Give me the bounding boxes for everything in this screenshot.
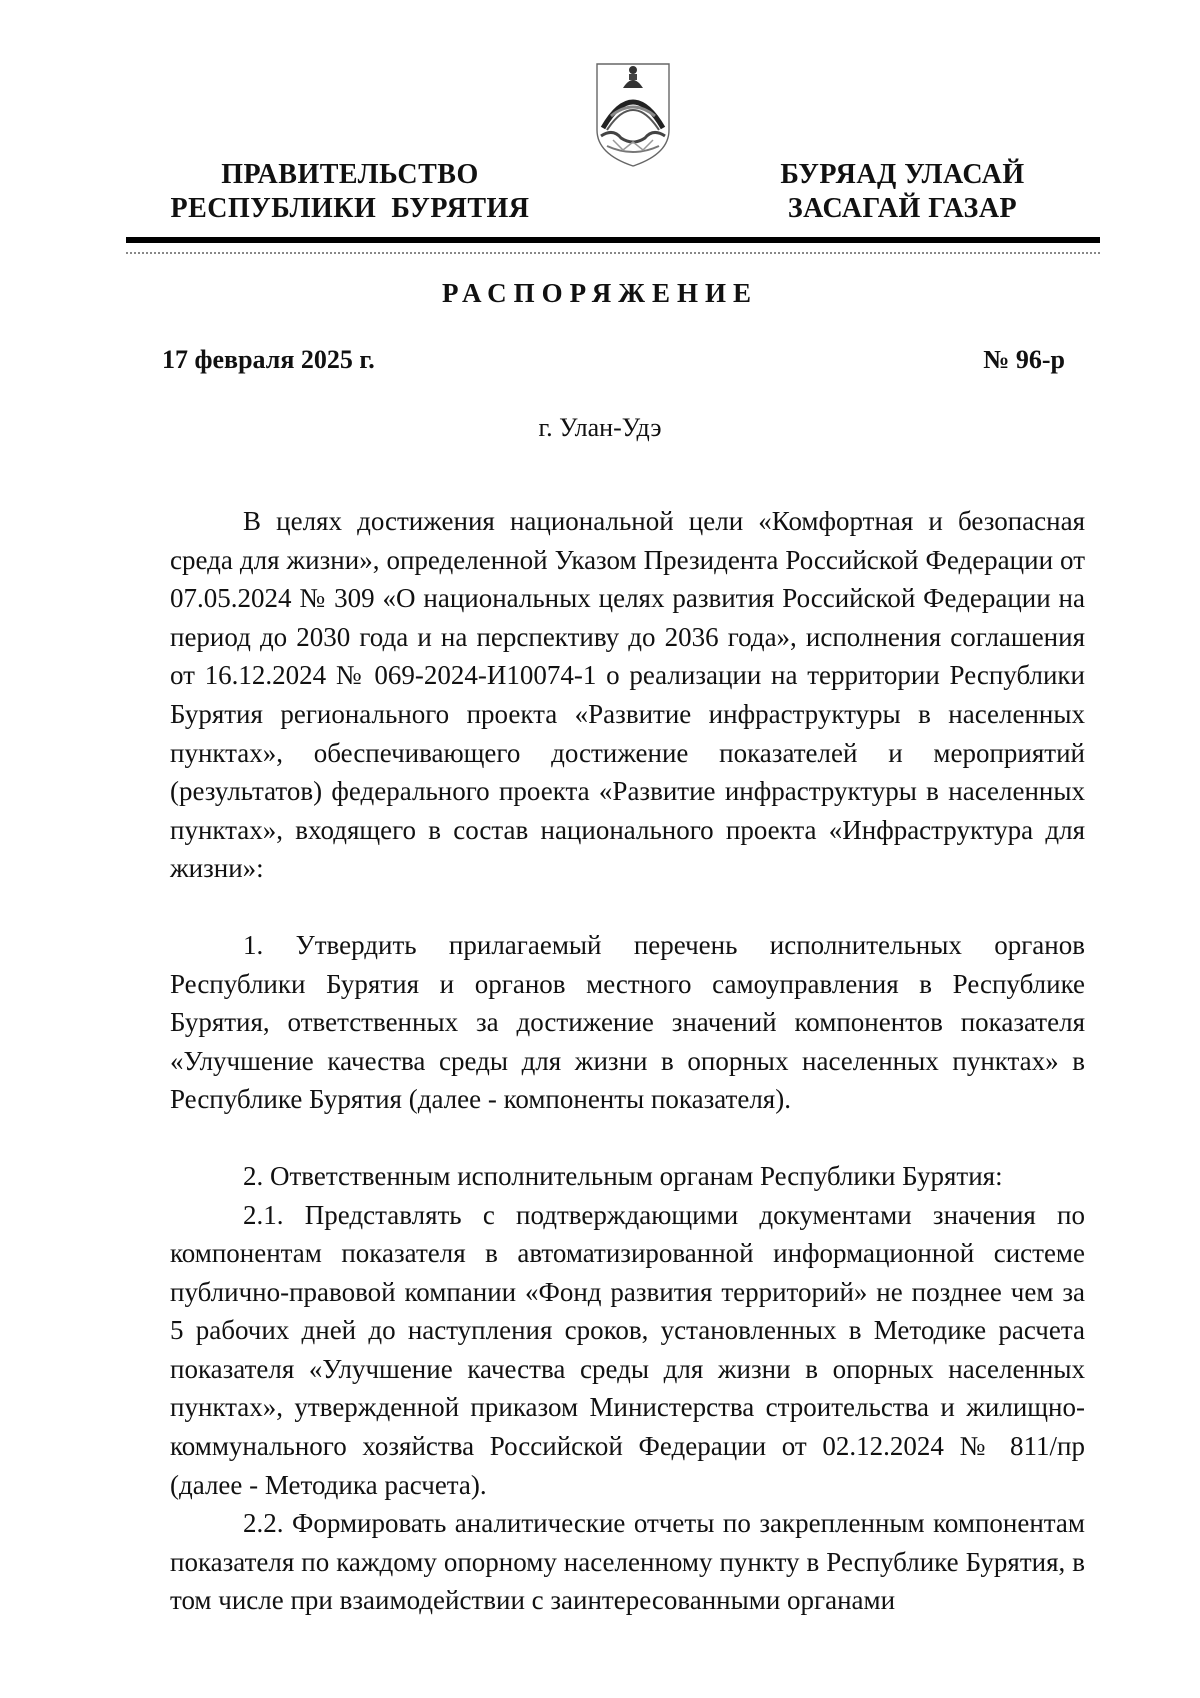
document-body — [170, 502, 1085, 1620]
issuer-name-buryat — [745, 158, 1060, 226]
issuer-name-buryat-line-2: ЗАСАГАЙ ГАЗАР — [787, 193, 1018, 224]
clause-2-2-paragraph: 2.2. Формировать аналитические отчеты по закрепленным компонентам показателя по каждому опорному населенному пункту в Республике Бурятия, в том числе при взаимодействии с заинтересованными органами — [170, 1508, 1085, 1616]
document-type: РАСПОРЯЖЕНИЕ — [441, 278, 759, 308]
coat-of-arms-icon — [593, 58, 673, 170]
header-divider-thick — [126, 237, 1100, 243]
issuer-name-buryat-line-1: БУРЯАД УЛАСАЙ — [780, 159, 1025, 190]
issuer-name-russian-line-1: ПРАВИТЕЛЬСТВО — [221, 159, 479, 190]
issuer-name-russian — [160, 158, 540, 226]
clause-2-1-paragraph: 2.1. Представлять с подтверждающими документами значения по компонентам показателя в автоматизированной информационной системе публично-правовой компании «Фонд развития территорий» не позднее чем за 5 рабочих дней до наступления сроков, установленных в Методике расчета показателя «Улучшение качества среды для жизни в опорных населенных пунктах», утвержденной приказом Министерства строительства и жилищно-коммунального хозяйства Российской Федерации от 02.12.2024 № 811/пр (далее - Методика расчета). — [170, 1199, 1085, 1500]
header-divider-thin — [126, 252, 1100, 254]
document-date: 17 февраля 2025 г. — [162, 345, 375, 374]
preamble-paragraph: В целях достижения национальной цели «Комфортная и безопасная среда для жизни», определенной Указом Президента Российской Федерации от 07.05.2024 № 309 «О национальных целях развития Российской Федерации на период до 2030 года и на перспективу до 2036 года», исполнения соглашения от 16.12.2024 № 069-2024-И10074-1 о реализации на территории Республики Бурятия регионального проекта «Развитие инфраструктуры в населенных пунктах», обеспечивающего достижение показателей и мероприятий (результатов) федерального проекта «Развитие инфраструктуры в населенных пунктах», входящего в состав национального проекта «Инфраструктура для жизни»: — [170, 506, 1085, 884]
clause-2-paragraph: 2. Ответственным исполнительным органам Республики Бурятия: — [243, 1160, 1003, 1191]
issuer-name-russian-line-2: РЕСПУБЛИКИ БУРЯТИЯ — [170, 193, 530, 224]
clause-1-paragraph: 1. Утвердить прилагаемый перечень исполнительных органов Республики Бурятия и органов местного самоуправления в Республике Бурятия, ответственных за достижение значений компонентов показателя «Улучшение качества среды для жизни в опорных населенных пунктах» в Республике Бурятия (далее - компоненты показателя). — [170, 929, 1085, 1115]
document-city: г. Улан-Удэ — [538, 413, 662, 442]
document-number: № 96-р — [983, 345, 1065, 374]
